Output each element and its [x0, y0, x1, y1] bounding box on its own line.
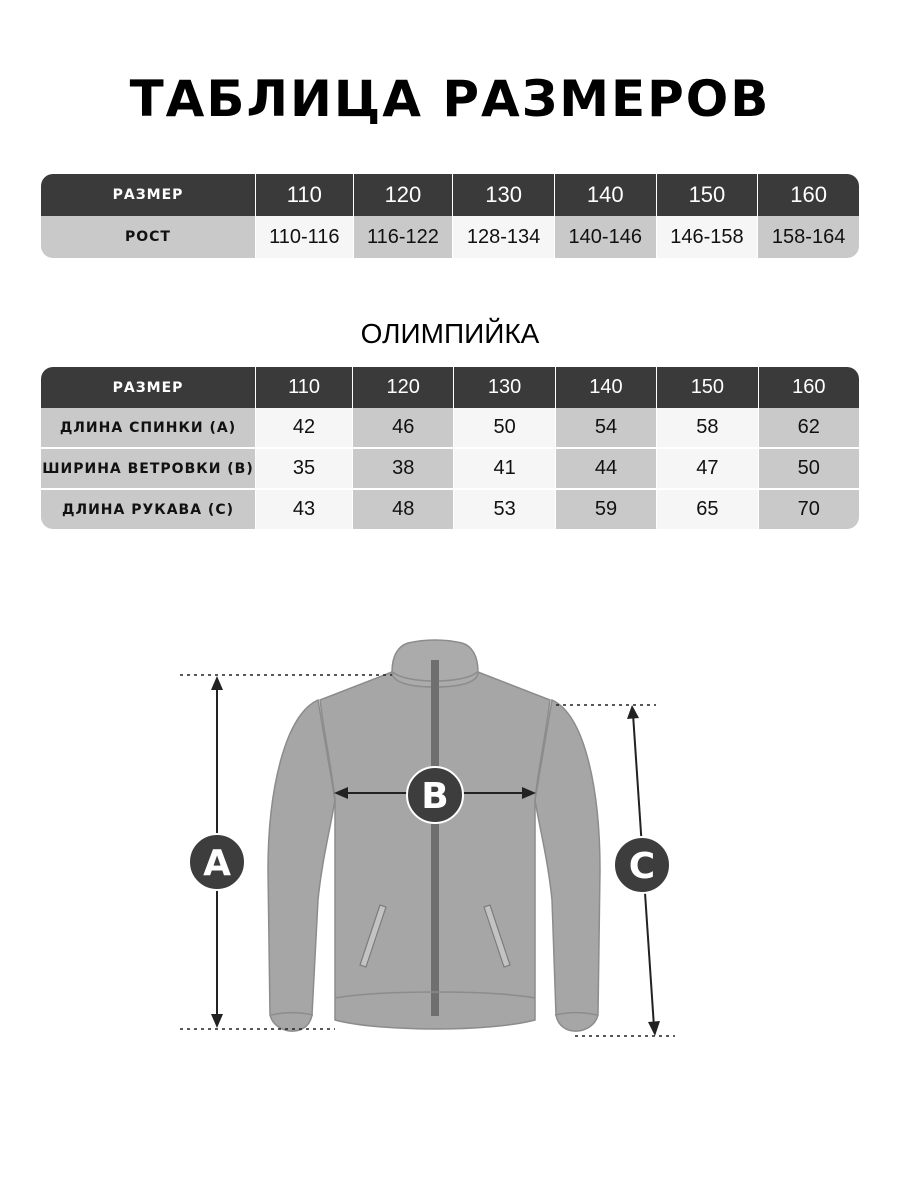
height-cell: 116-122	[353, 216, 453, 258]
size-header-cell: 110	[255, 367, 352, 408]
size-header-cell: 160	[757, 174, 859, 216]
measure-cell: 58	[656, 408, 757, 447]
size-header-cell: 160	[758, 367, 859, 408]
marker-c	[614, 837, 670, 893]
height-cell: 110-116	[255, 216, 353, 258]
height-cell: 128-134	[452, 216, 554, 258]
marker-b-label: B	[421, 776, 449, 817]
measure-cell: 65	[656, 488, 757, 529]
size-height-table	[41, 174, 859, 258]
measure-cell: 35	[255, 447, 352, 488]
measure-cell: 62	[758, 408, 859, 447]
table-header-row	[41, 367, 859, 408]
jacket-illustration	[268, 640, 600, 1031]
height-cell: 158-164	[757, 216, 859, 258]
size-header-cell: 140	[554, 174, 656, 216]
table-header-row	[41, 174, 859, 216]
measure-cell: 50	[453, 408, 554, 447]
marker-b	[407, 767, 463, 823]
marker-a-label: A	[203, 843, 231, 884]
row-label: ДЛИНА РУКАВА (С)	[41, 488, 255, 529]
measure-cell: 53	[453, 488, 554, 529]
size-header-cell: 150	[656, 367, 757, 408]
measure-cell: 50	[758, 447, 859, 488]
size-header-label: РАЗМЕР	[41, 174, 255, 216]
measurements-table	[41, 367, 859, 529]
size-header-cell: 120	[352, 367, 453, 408]
size-header-cell: 130	[453, 367, 554, 408]
size-header-label: РАЗМЕР	[41, 367, 255, 408]
marker-a	[189, 834, 245, 890]
section-title: ОЛИМПИЙКА	[360, 318, 540, 349]
table-row	[41, 216, 859, 258]
measure-cell: 54	[555, 408, 656, 447]
height-cell: 146-158	[656, 216, 758, 258]
row-label: РОСТ	[41, 216, 255, 258]
height-cell: 140-146	[554, 216, 656, 258]
measure-cell: 70	[758, 488, 859, 529]
marker-c-label: C	[628, 846, 656, 887]
size-header-cell: 140	[555, 367, 656, 408]
page-title: ТАБЛИЦА РАЗМЕРОВ	[129, 70, 771, 128]
jacket-measurement-diagram	[0, 600, 900, 1060]
table-row	[41, 488, 859, 529]
measure-cell: 44	[555, 447, 656, 488]
row-label: ШИРИНА ВЕТРОВКИ (В)	[41, 447, 255, 488]
measure-cell: 47	[656, 447, 757, 488]
size-header-cell: 110	[255, 174, 353, 216]
table-row	[41, 447, 859, 488]
measure-cell: 38	[352, 447, 453, 488]
measure-cell: 59	[555, 488, 656, 529]
size-header-cell: 130	[452, 174, 554, 216]
table-row	[41, 408, 859, 447]
row-label: ДЛИНА СПИНКИ (А)	[41, 408, 255, 447]
size-header-cell: 120	[353, 174, 453, 216]
measure-cell: 41	[453, 447, 554, 488]
measure-cell: 46	[352, 408, 453, 447]
size-header-cell: 150	[656, 174, 758, 216]
measure-cell: 48	[352, 488, 453, 529]
measure-cell: 42	[255, 408, 352, 447]
measure-cell: 43	[255, 488, 352, 529]
